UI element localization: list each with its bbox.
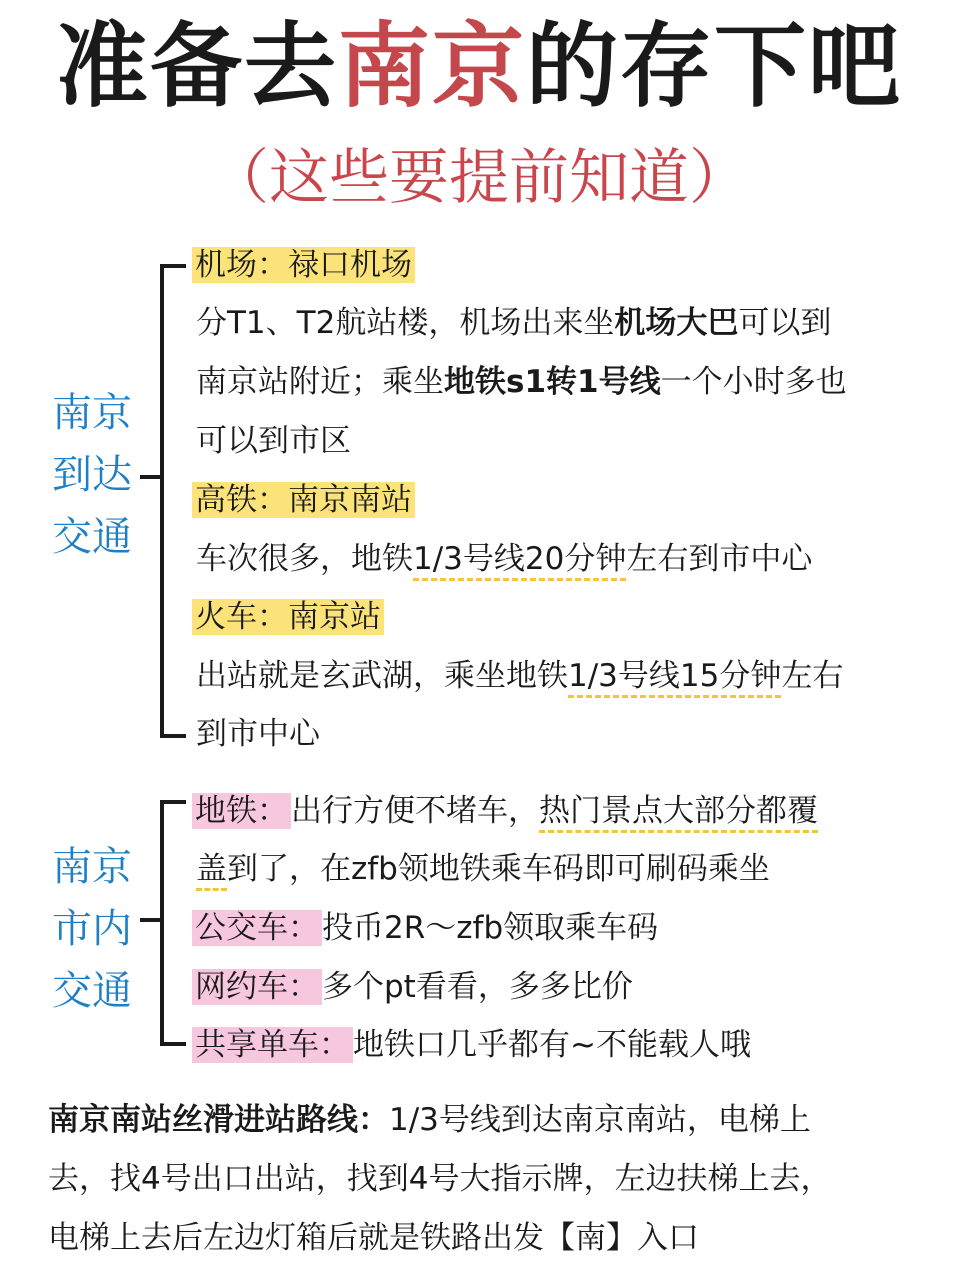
page-subtitle: （这些要提前知道） bbox=[209, 143, 749, 213]
text: 1/3号线到达南京南站，电梯上 bbox=[389, 1102, 811, 1138]
arrival-bracket-tick bbox=[140, 475, 162, 479]
underlined-text: 1/3号线20分钟 bbox=[413, 541, 626, 581]
text: 分T1、T2航站楼，机场出来坐 bbox=[196, 305, 615, 341]
bus-heading: 公交车： bbox=[192, 910, 322, 946]
city-section-label bbox=[42, 836, 142, 1022]
airport-heading-text: 机场：禄口机场 bbox=[192, 247, 415, 283]
city-bracket bbox=[160, 800, 186, 1046]
underlined-text: 盖 bbox=[196, 851, 227, 891]
bus-line bbox=[192, 906, 658, 950]
arrival-bracket bbox=[160, 264, 186, 738]
route-line-1 bbox=[48, 1092, 811, 1148]
text: 左右 bbox=[781, 658, 844, 694]
label-line: 到达 bbox=[52, 452, 132, 498]
arrival-section-label bbox=[42, 382, 142, 568]
underlined-text: 热门景点大部分都覆 bbox=[539, 793, 818, 833]
label-line: 南京 bbox=[52, 844, 132, 890]
text: 车次很多，地铁 bbox=[196, 541, 413, 577]
route-line-2: 去，找4号出口出站，找到4号大指示牌，左边扶梯上去， bbox=[48, 1161, 832, 1197]
text: 南京站附近；乘坐 bbox=[196, 364, 444, 400]
airport-line-3: 可以到市区 bbox=[196, 423, 351, 459]
text: 多个pt看看，多多比价 bbox=[322, 969, 633, 1005]
text: 出站就是玄武湖，乘坐地铁 bbox=[196, 658, 568, 694]
route-line-3: 电梯上去后左边灯箱后就是铁路出发【南】入口 bbox=[48, 1220, 699, 1256]
label-line: 交通 bbox=[52, 968, 132, 1014]
metro-line-2 bbox=[196, 847, 770, 891]
text: 地铁口几乎都有~不能载人哦 bbox=[353, 1027, 751, 1063]
route-label: 南京南站丝滑进站路线： bbox=[48, 1102, 389, 1138]
city-bracket-tick bbox=[140, 918, 162, 922]
page-title bbox=[0, 12, 958, 122]
train-line-1 bbox=[196, 654, 843, 698]
ride-hailing-line bbox=[192, 965, 633, 1009]
airport-line-1 bbox=[196, 301, 831, 345]
text: 出行方便不堵车， bbox=[291, 793, 539, 829]
hsr-heading-text: 高铁：南京南站 bbox=[192, 482, 415, 518]
hsr-line-1 bbox=[196, 537, 812, 581]
label-line: 市内 bbox=[52, 906, 132, 952]
airport-line-2 bbox=[196, 360, 847, 404]
bold-text: 机场大巴 bbox=[614, 305, 739, 341]
text: 到了，在zfb领地铁乘车码即可刷码乘坐 bbox=[227, 851, 770, 887]
text: 投币2R～zfb领取乘车码 bbox=[322, 910, 659, 946]
title-part1: 准备去 bbox=[55, 13, 338, 120]
title-part2: 的存下吧 bbox=[526, 13, 903, 120]
title-highlight: 南京 bbox=[337, 13, 526, 120]
text: 左右到市中心 bbox=[626, 541, 813, 577]
label-line: 南京 bbox=[52, 390, 132, 436]
underlined-text: 1/3号线15分钟 bbox=[568, 658, 781, 698]
metro-line-1 bbox=[192, 789, 818, 833]
train-heading-text: 火车：南京站 bbox=[192, 599, 384, 635]
airport-heading bbox=[192, 243, 415, 287]
shared-bike-line bbox=[192, 1023, 751, 1067]
label-line: 交通 bbox=[52, 514, 132, 560]
text: 一个小时多也 bbox=[660, 364, 847, 400]
train-heading bbox=[192, 595, 384, 639]
ride-heading: 网约车： bbox=[192, 969, 322, 1005]
text: 可以到 bbox=[738, 305, 832, 341]
bold-text: 地铁s1转1号线 bbox=[444, 364, 661, 400]
hsr-heading bbox=[192, 478, 415, 522]
metro-heading: 地铁： bbox=[192, 793, 291, 829]
bike-heading: 共享单车： bbox=[192, 1027, 353, 1063]
train-line-2: 到市中心 bbox=[196, 716, 320, 752]
